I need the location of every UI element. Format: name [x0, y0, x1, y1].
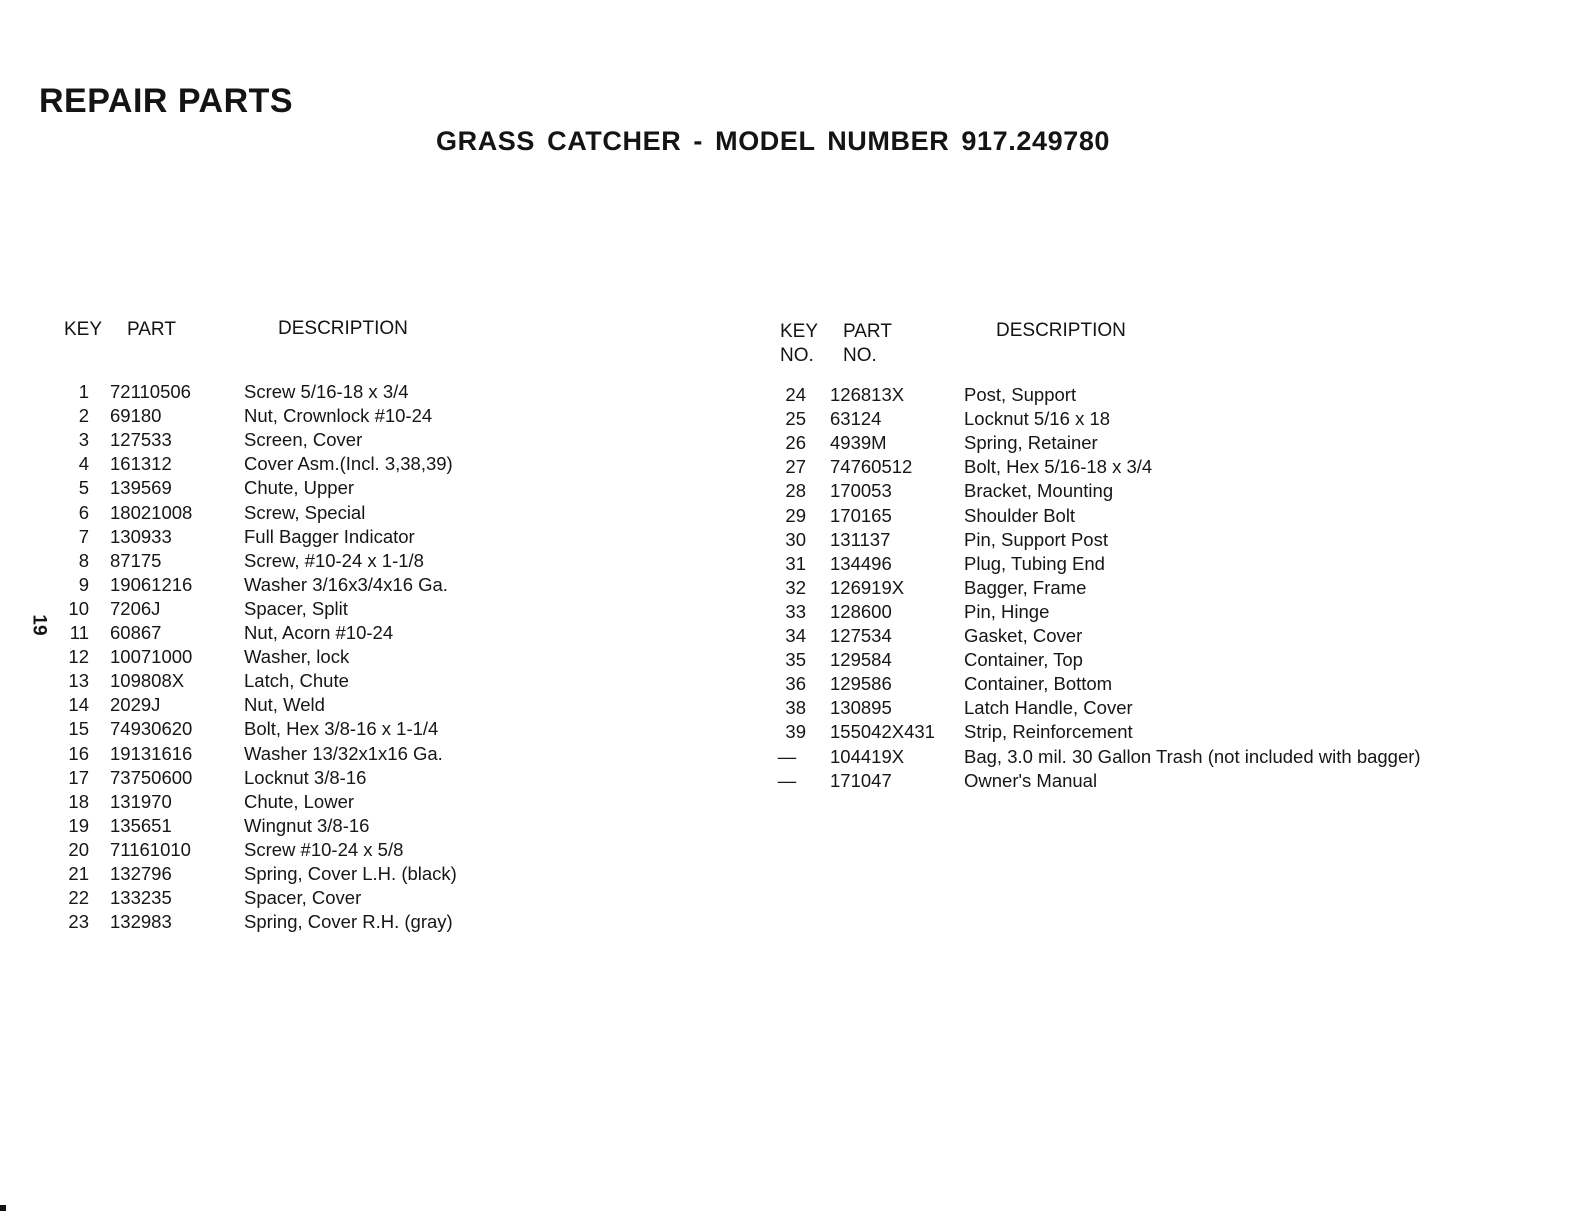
- row-key: 34: [785, 625, 806, 646]
- row-part-number: 139569: [110, 477, 172, 499]
- row-part-number: 130933: [110, 525, 172, 547]
- row-key: 35: [785, 649, 806, 671]
- row-key: 31: [785, 552, 806, 574]
- row-part-number: 132796: [110, 863, 172, 884]
- row-key: 29: [785, 504, 806, 526]
- row-key: 12: [68, 646, 89, 668]
- row-description: Bracket, Mounting: [964, 480, 1114, 502]
- row-key: 10: [68, 597, 89, 619]
- row-key: 17: [68, 766, 89, 788]
- row-key: 1: [78, 381, 89, 402]
- row-part-number: 126813X: [830, 384, 905, 405]
- row-part-number: 155042X431: [830, 721, 935, 743]
- row-part-number: 135651: [110, 814, 172, 836]
- row-key: 14: [68, 694, 89, 716]
- right-header-description: DESCRIPTION: [996, 320, 1126, 341]
- row-key: 27: [785, 456, 806, 478]
- row-description: Spacer, Cover: [244, 887, 362, 909]
- row-description: Bagger, Frame: [964, 576, 1087, 598]
- row-description: Container, Top: [964, 649, 1083, 671]
- row-description: Nut, Crownlock #10-24: [244, 405, 433, 427]
- left-header-key: KEY: [64, 319, 103, 340]
- row-key: 15: [68, 718, 89, 740]
- row-part-number: 170053: [830, 480, 892, 502]
- row-part-number: 19131616: [110, 742, 193, 764]
- row-description: Container, Bottom: [964, 673, 1113, 695]
- row-key: 20: [68, 838, 89, 860]
- row-key: 3: [78, 429, 89, 451]
- row-description: Gasket, Cover: [964, 625, 1083, 646]
- row-description: Chute, Upper: [244, 477, 355, 499]
- row-key: 22: [68, 887, 89, 909]
- row-description: Full Bagger Indicator: [244, 525, 415, 547]
- row-part-number: 130895: [830, 697, 892, 719]
- row-key: 2: [78, 405, 89, 427]
- row-key: 24: [785, 384, 806, 405]
- row-part-number: 129586: [830, 673, 892, 695]
- row-key: 21: [68, 863, 89, 884]
- row-part-number: 87175: [110, 549, 162, 571]
- row-description: Nut, Weld: [244, 694, 325, 716]
- row-part-number: 4939M: [830, 432, 887, 454]
- row-description: Spring, Retainer: [964, 432, 1098, 454]
- page-title: REPAIR PARTS: [39, 82, 294, 120]
- row-key: 28: [785, 480, 806, 502]
- row-key: 19: [68, 814, 89, 836]
- row-part-number: 7206J: [110, 597, 161, 619]
- row-key: 38: [785, 697, 806, 719]
- row-part-number: 134496: [830, 552, 892, 574]
- row-part-number: 69180: [110, 405, 162, 427]
- row-key: —: [777, 745, 797, 767]
- row-part-number: 2029J: [110, 694, 161, 716]
- row-key: 9: [78, 573, 89, 595]
- row-part-number: 131137: [830, 528, 891, 550]
- corner-mark: [0, 1205, 6, 1211]
- row-key: 16: [68, 742, 89, 764]
- right-header-key: KEY: [780, 321, 819, 342]
- row-key: 18: [68, 790, 89, 812]
- row-part-number: 73750600: [110, 766, 193, 788]
- left-header-description: DESCRIPTION: [278, 318, 408, 339]
- row-part-number: 104419X: [830, 745, 905, 767]
- row-description: Bolt, Hex 5/16-18 x 3/4: [964, 456, 1153, 478]
- row-description: Wingnut 3/8-16: [244, 814, 370, 836]
- row-description: Spring, Cover L.H. (black): [244, 863, 457, 884]
- row-key: 7: [78, 525, 89, 547]
- row-description: Washer 3/16x3/4x16 Ga.: [244, 573, 448, 595]
- row-part-number: 161312: [110, 453, 172, 475]
- row-description: Screw #10-24 x 5/8: [244, 838, 404, 860]
- row-part-number: 171047: [830, 769, 892, 791]
- row-description: Bolt, Hex 3/8-16 x 1-1/4: [244, 718, 439, 740]
- row-key: 23: [68, 911, 89, 933]
- row-key: 6: [78, 501, 89, 523]
- row-part-number: 10071000: [110, 646, 193, 668]
- row-description: Washer 13/32x1x16 Ga.: [244, 742, 443, 764]
- row-key: 5: [78, 477, 89, 499]
- row-description: Shoulder Bolt: [964, 504, 1076, 526]
- row-part-number: 132983: [110, 911, 172, 933]
- row-description: Washer, lock: [244, 646, 350, 668]
- row-description: Pin, Hinge: [964, 600, 1050, 622]
- row-description: Strip, Reinforcement: [964, 721, 1133, 743]
- row-part-number: 109808X: [110, 670, 185, 692]
- row-key: 25: [785, 408, 806, 430]
- row-part-number: 127534: [830, 625, 892, 646]
- row-key: 8: [78, 549, 89, 571]
- left-header-part: PART: [127, 319, 176, 340]
- row-key: 32: [785, 576, 806, 598]
- row-description: Screw, Special: [244, 501, 366, 523]
- row-key: 36: [785, 673, 806, 695]
- row-part-number: 131970: [110, 790, 172, 812]
- row-part-number: 127533: [110, 429, 172, 451]
- page-number: 19: [28, 614, 50, 636]
- row-description: Latch, Chute: [244, 670, 349, 692]
- row-part-number: 63124: [830, 408, 882, 430]
- row-key: 26: [785, 432, 806, 454]
- row-key: 33: [785, 600, 806, 622]
- row-part-number: 74760512: [830, 456, 913, 478]
- row-description: Plug, Tubing End: [964, 552, 1105, 574]
- row-part-number: 72110506: [110, 381, 191, 402]
- row-part-number: 170165: [830, 504, 892, 526]
- row-part-number: 71161010: [110, 838, 191, 860]
- row-description: Screw 5/16-18 x 3/4: [244, 381, 409, 402]
- row-description: Spring, Cover R.H. (gray): [244, 911, 453, 933]
- row-part-number: 126919X: [830, 576, 905, 598]
- row-description: Owner's Manual: [964, 769, 1098, 791]
- row-key: 13: [68, 670, 89, 692]
- row-key: 30: [785, 528, 806, 550]
- right-header-part-no: NO.: [843, 345, 877, 366]
- row-part-number: 129584: [830, 649, 892, 671]
- row-description: Screw, #10-24 x 1-1/8: [244, 549, 424, 571]
- row-description: Locknut 3/8-16: [244, 766, 367, 788]
- row-description: Chute, Lower: [244, 790, 355, 812]
- row-description: Latch Handle, Cover: [964, 697, 1133, 719]
- row-part-number: 18021008: [110, 501, 193, 523]
- row-part-number: 74930620: [110, 718, 193, 740]
- row-part-number: 133235: [110, 887, 172, 909]
- row-description: Bag, 3.0 mil. 30 Gallon Trash (not included with bagger): [964, 745, 1421, 767]
- right-header-part: PART: [843, 321, 892, 342]
- row-key: —: [777, 769, 797, 791]
- row-description: Cover Asm.(Incl. 3,38,39): [244, 453, 453, 475]
- row-key: 11: [69, 622, 89, 643]
- row-key: 4: [78, 453, 89, 475]
- row-key: 39: [785, 721, 806, 743]
- row-description: Spacer, Split: [244, 597, 348, 619]
- page-subtitle: GRASS CATCHER - MODEL NUMBER 917.249780: [436, 126, 1111, 156]
- row-part-number: 60867: [110, 622, 162, 643]
- row-description: Post, Support: [964, 384, 1077, 405]
- row-description: Pin, Support Post: [964, 528, 1108, 550]
- right-header-key-no: NO.: [780, 345, 814, 366]
- row-description: Nut, Acorn #10-24: [244, 622, 394, 643]
- row-part-number: 19061216: [110, 573, 193, 595]
- row-part-number: 128600: [830, 600, 892, 622]
- row-description: Screen, Cover: [244, 429, 363, 451]
- row-description: Locknut 5/16 x 18: [964, 408, 1111, 430]
